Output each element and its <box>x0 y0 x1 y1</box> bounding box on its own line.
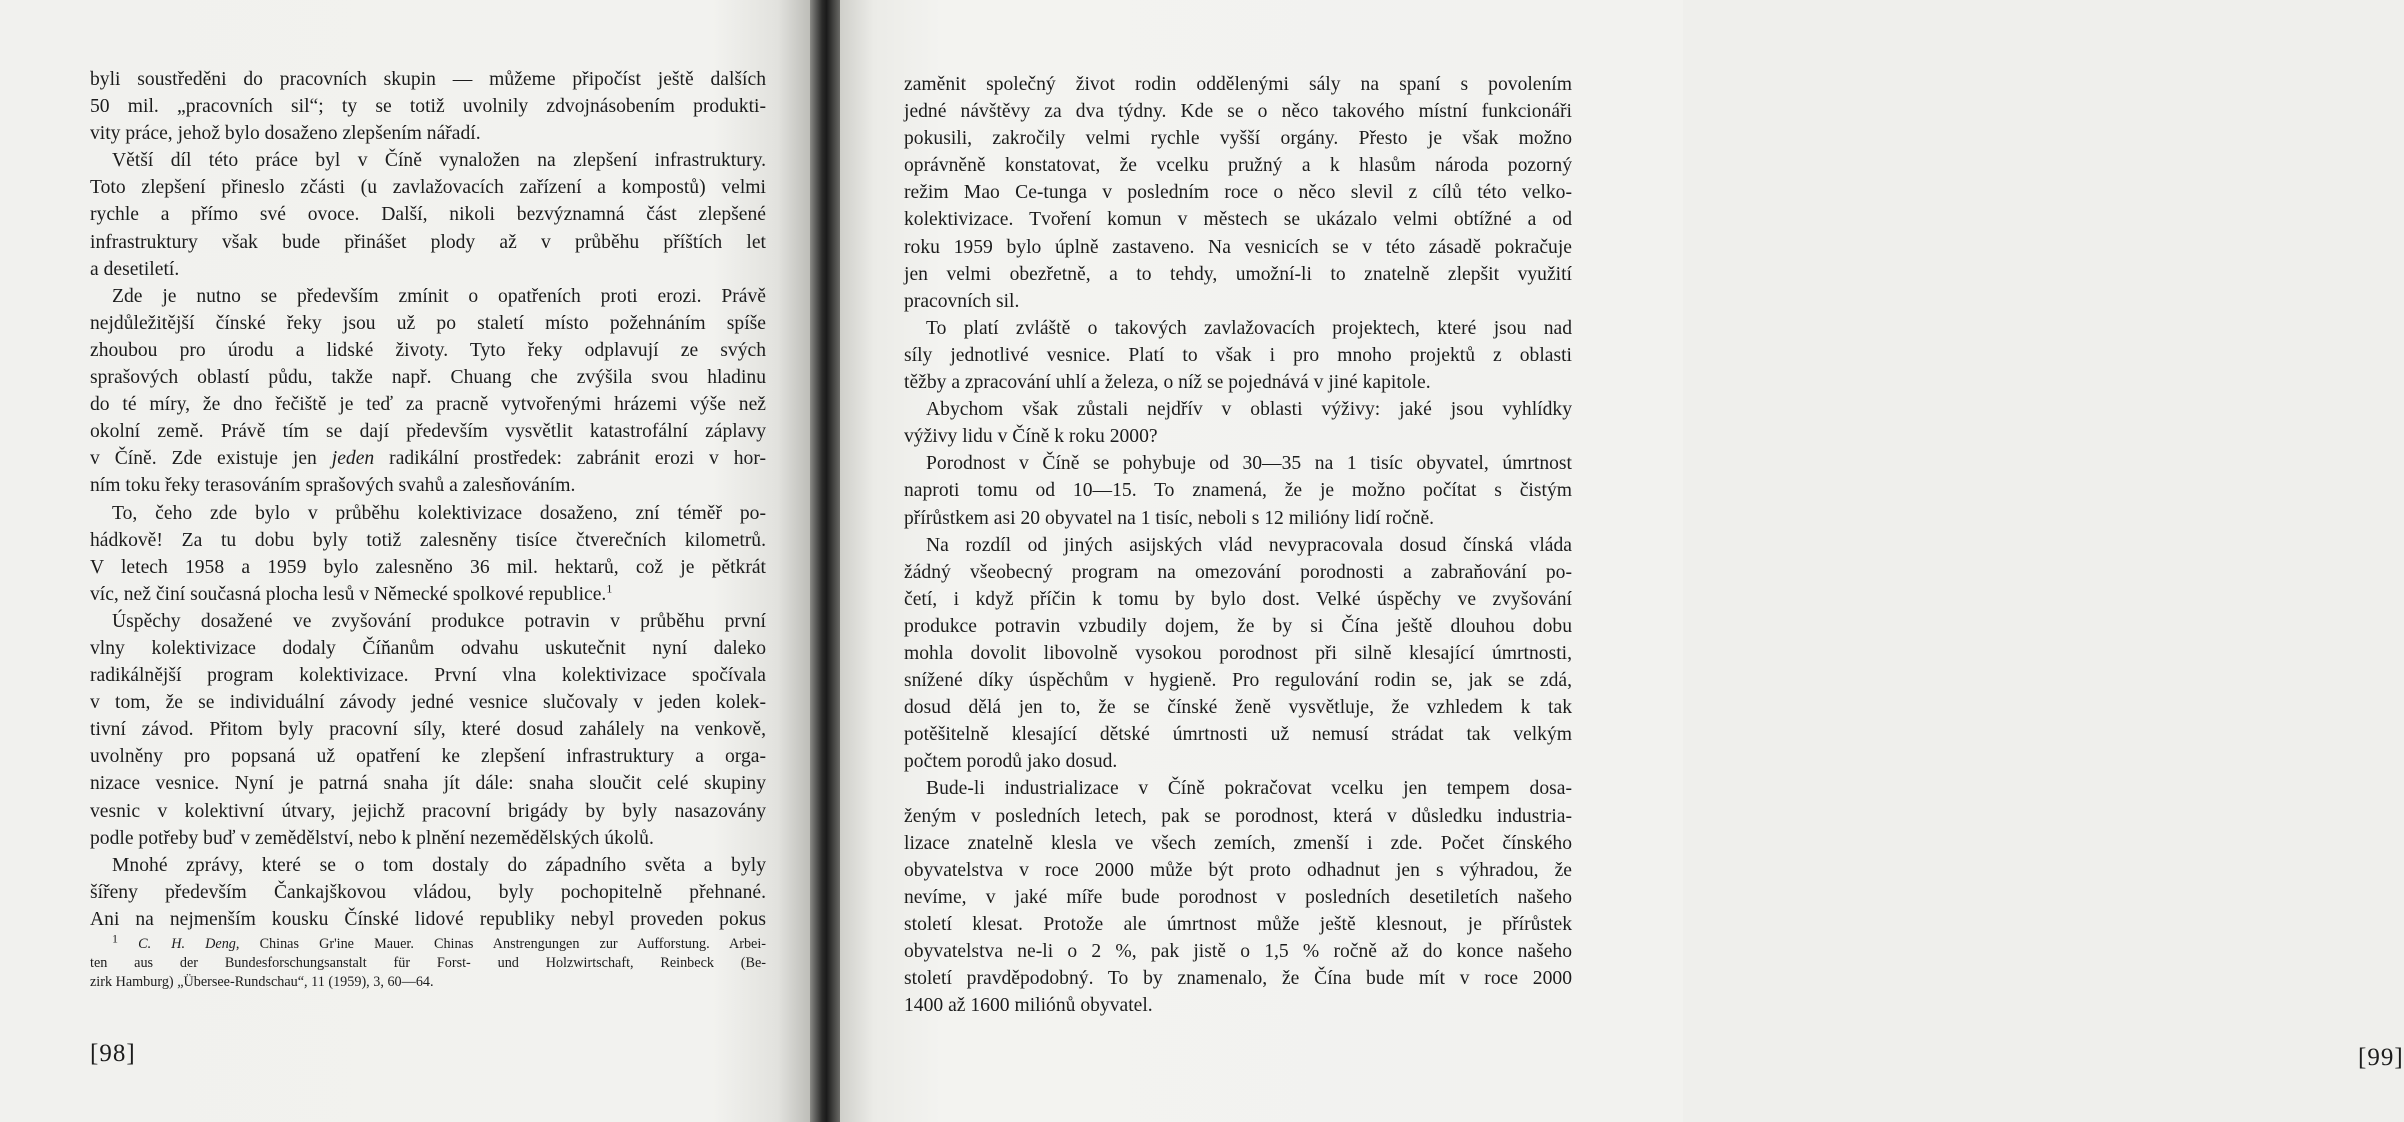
text-line: vity práce, jehož bylo dosaženo zlepšením nářadí. <box>90 123 481 145</box>
footnote-reference: 1 <box>606 581 613 596</box>
text-line: Abychom však zůstali nejdřív v oblasti výživy: jaké jsou vyhlídky <box>926 399 1572 421</box>
text-line: v tom, že se individuální závody jedné vesnice slučovaly v jeden kolek- <box>90 692 766 714</box>
text-line: tivní závod. Přitom byly pracovní síly, které dosud zahálely na venkově, <box>90 719 766 741</box>
text-line: Ani na nejmenším kousku Čínské lidové republiky nebyl proveden pokus <box>90 908 766 930</box>
text-line: těžby a zpracování uhlí a železa, o níž se pojednává v jiné kapitole. <box>904 372 1431 394</box>
text-line: uvolněny pro popsaná už opatření ke zlepšení infrastruktury a orga- <box>90 746 766 768</box>
text-line: nevíme, v jaké míře bude porodnost v posledních desetiletích našeho <box>904 886 1572 908</box>
text-line: Větší díl této práce byl v Číně vynaložen na zlepšení infrastruktury. <box>112 150 766 172</box>
text-line: Bude-li industrializace v Číně pokračovat vcelku jen tempem dosa- <box>926 778 1572 800</box>
right-page-body <box>904 71 1572 1019</box>
page-number-right: [99] <box>2358 1044 2404 1071</box>
text-line: jedné návštěvy za dva týdny. Kde se o něco takového místní funkcionáři <box>904 101 1572 123</box>
footnote-line: zirk Hamburg) „Übersee-Rundschau“, 11 (1959), 3, 60—64. <box>90 974 434 990</box>
text-line: století klesat. Protože ale úmrtnost může ještě klesnout, je přírůstek <box>904 913 1572 935</box>
text-line-with-emphasis <box>90 445 766 472</box>
footnote-line: ten aus der Bundesforschungsanstalt für Forst- und Holzwirtschaft, Reinbeck (Be- <box>90 955 766 971</box>
text-line: Úspěchy dosažené ve zvyšování produkce potravin v průběhu první <box>112 610 766 632</box>
text-line: mohla dovolit libovolně vysokou porodnost při silně klesající úmrtnosti, <box>904 642 1572 664</box>
text-line: zaměnit společný život rodin oddělenými sály na spaní s povolením <box>904 74 1572 95</box>
text-segment: radikální prostředek: zabránit erozi v hor- <box>389 448 766 470</box>
text-line: hádkově! Za tu dobu byly totiž zalesněny tisíce čtverečních kilometrů. <box>90 529 766 551</box>
left-page-body <box>90 66 766 933</box>
text-line: výživy lidu v Číně k roku 2000? <box>904 426 1158 448</box>
text-line: a desetiletí. <box>90 258 180 280</box>
text-line: V letech 1958 a 1959 bylo zalesněno 36 mil. hektarů, což je pětkrát <box>90 556 766 578</box>
text-line: oprávněně konstatovat, že vcelku pružný a k hlasům národa pozorný <box>904 155 1572 177</box>
text-line: lizace znatelně klesla ve všech zemích, zmenší i zde. Počet čínského <box>904 832 1572 854</box>
text-line: Porodnost v Číně se pohybuje od 30—35 na 1 tisíc obyvatel, úmrtnost <box>926 453 1572 475</box>
text-line: ženým v posledních letech, pak se porodnost, která v důsledku industria- <box>904 805 1572 827</box>
text-line: 50 mil. „pracovních sil“; ty se totiž uvolnily zdvojnásobením produkti- <box>90 96 766 118</box>
text-line: produkce potravin vzbudily dojem, že by si Čína ještě dlouhou dobu <box>904 615 1572 637</box>
text-line: dosud dělá jen to, že se čínské ženě vysvětluje, že vzhledem k tak <box>904 697 1572 719</box>
text-line: nejdůležitější čínské řeky jsou už po staletí místo požehnáním spíše <box>90 312 766 334</box>
text-line: sprašových oblastí půdu, takže např. Chuang che zvýšila svou hladinu <box>90 367 766 389</box>
text-line: Zde je nutno se především zmínit o opatřeních proti erozi. Právě <box>112 285 766 307</box>
text-segment: v Číně. Zde existuje jen <box>90 448 317 470</box>
text-segment: víc, než činí současná plocha lesů v Německé spolkové republice. <box>90 583 607 605</box>
text-line: pracovních sil. <box>904 290 1020 312</box>
text-line: šířeny především Čankajškovou vládou, byly pochopitelně přehnané. <box>90 881 766 903</box>
text-line: To, čeho zde bylo v průběhu kolektivizace dosaženo, zní téměř po- <box>112 502 766 524</box>
text-line: obyvatelstva v roce 2000 může být proto odhadnut jen s výhradou, že <box>904 859 1572 881</box>
footnote-line <box>90 931 767 954</box>
text-line: Na rozdíl od jiných asijských vlád nevypracovala dosud čínská vláda <box>926 534 1572 556</box>
text-line: To platí zvláště o takových zavlažovacích projektech, které jsou nad <box>926 317 1572 339</box>
text-line-with-footnote-ref <box>90 581 766 608</box>
left-page <box>0 0 810 1122</box>
book-spine <box>810 0 840 1122</box>
text-line: vesnic v kolektivní útvary, jejichž pracovní brigády by byly nasazovány <box>90 800 766 822</box>
text-line: síly jednotlivé vesnice. Platí to však i pro mnoho projektů z oblasti <box>904 344 1572 366</box>
text-line: Toto zlepšení přineslo zčásti (u zavlažovacích zařízení a kompostů) velmi <box>90 177 766 199</box>
text-line: obyvatelstva ne-li o 2 %, pak jistě o 1,5 % ročně až do konce našeho <box>904 941 1572 962</box>
text-line: rychle a přímo své ovoce. Další, nikoli bezvýznamná část zlepšené <box>90 204 766 226</box>
text-line: četí, i když příčin k tomu by bylo dost. Velké úspěchy ve zvyšování <box>904 588 1572 610</box>
text-line: kolektivizace. Tvoření komun v městech se ukázalo velmi obtížné a od <box>904 209 1572 231</box>
text-line: naproti tomu od 10—15. To znamená, že je možno počítat s čistým <box>904 480 1572 502</box>
text-line: režim Mao Ce-tunga v posledním roce o něco slevil z cílů této velko- <box>904 182 1572 204</box>
footnote <box>90 931 767 992</box>
emphasized-word: jeden <box>331 448 375 470</box>
text-line: infrastruktury však bude přinášet plody až v průběhu příštích let <box>90 231 766 253</box>
text-line: do té míry, že dno řečiště je teď za pracně vytvořenými hrázemi výše než <box>90 394 766 416</box>
text-line: okolní země. Právě tím se dají především vysvětlit katastrofální záplavy <box>90 421 766 443</box>
text-line: podle potřeby buď v zemědělství, nebo k plnění nezemědělských úkolů. <box>90 827 654 849</box>
text-line: Mnohé zprávy, které se o tom dostaly do západního světa a byly <box>112 854 766 876</box>
text-line: potěšitelně klesající dětské úmrtnosti už nemusí strádat tak velkým <box>904 724 1572 746</box>
page-number-left: [98] <box>90 1040 136 1067</box>
text-line: jen velmi obezřetně, a to tehdy, umožní-li to znatelně zlepšit využití <box>904 263 1572 285</box>
text-line: vlny kolektivizace dodaly Číňanům odvahu uskutečnit nyní daleko <box>90 637 766 659</box>
text-line: žádný všeobecný program na omezování porodnosti a zabraňování po- <box>904 561 1572 583</box>
text-line: počtem porodů jako dosud. <box>904 751 1118 773</box>
text-line: nizace vesnice. Nyní je patrná snaha jít dále: snaha sloučit celé skupiny <box>90 773 766 795</box>
footnote-author: C. H. Deng, <box>138 936 240 952</box>
text-line: radikálnější program kolektivizace. První vlna kolektivizace spočívala <box>90 665 766 687</box>
text-line: byli soustředěni do pracovních skupin — můžeme připočíst ještě dalších <box>90 69 766 90</box>
text-line: 1400 až 1600 miliónů obyvatel. <box>904 995 1153 1017</box>
text-line: století pravděpodobný. To by znamenalo, že Čína bude mít v roce 2000 <box>904 968 1572 990</box>
text-line: roku 1959 bylo úplně zastaveno. Na vesnicích se v této zásadě pokračuje <box>904 236 1572 258</box>
text-line: snížené díky úspěchům v hygieně. Pro regulování rodin se, jak se zdá, <box>904 670 1572 692</box>
text-line: zhoubou pro úrodu a lidské životy. Tyto řeky odplavují ze svých <box>90 339 766 361</box>
text-line: ním toku řeky terasováním sprašových svahů a zalesňováním. <box>90 475 576 497</box>
text-line: přírůstkem asi 20 obyvatel na 1 tisíc, neboli s 12 milióny lidí ročně. <box>904 507 1435 529</box>
footnote-text: Chinas Gr'ine Mauer. Chinas Anstrengungen zur Aufforstung. Arbei- <box>259 936 767 952</box>
footnote-marker: 1 <box>112 931 118 946</box>
text-line: pokusili, zakročily velmi rychle vyšší orgány. Přesto je však možno <box>904 128 1572 150</box>
